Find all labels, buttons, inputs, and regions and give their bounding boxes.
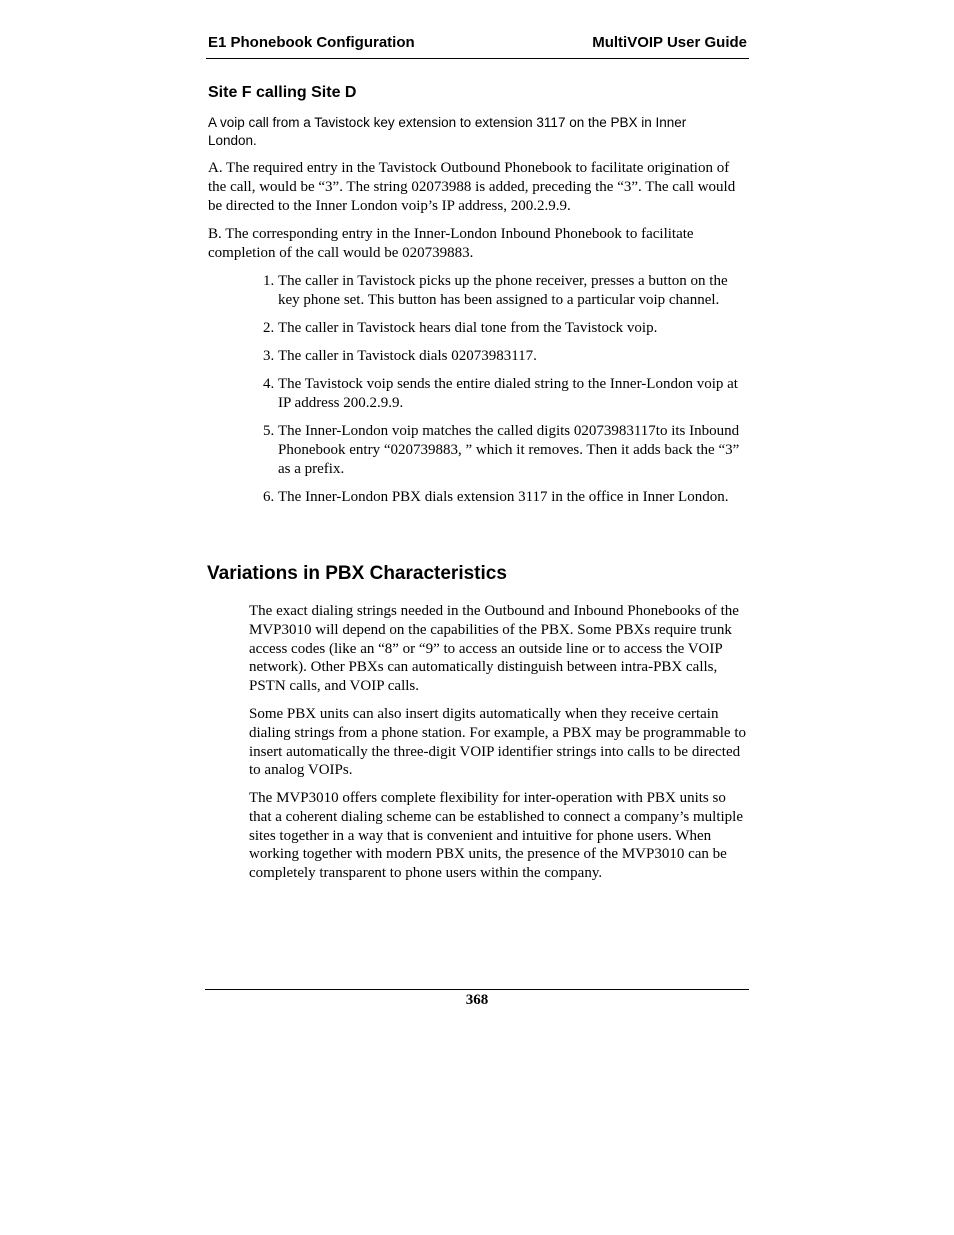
header-guide-title: MultiVOIP User Guide: [592, 34, 747, 51]
list-item: [263, 375, 749, 413]
site-f-paragraph-a: A. The required entry in the Tavistock Outbound Phonebook to facilitate origination of the call, would be “3”. The string 02073988 is added, preceding the “3”. The call would be directed to the Inner London voip’s IP address, 200.2.9.9.: [208, 160, 736, 214]
footer-divider: [205, 989, 749, 990]
list-item: [263, 347, 749, 366]
list-item-number: 6.: [263, 488, 275, 505]
list-item-number: 2.: [263, 319, 275, 336]
list-item-text: The Tavistock voip sends the entire dialed string to the Inner-London voip at IP address 200.2.9.9.: [278, 376, 738, 411]
list-item-number: 4.: [263, 376, 275, 393]
site-f-heading: Site F calling Site D: [208, 84, 357, 101]
call-steps-list: [263, 272, 749, 516]
list-item: [263, 272, 749, 310]
variations-paragraph-2: Some PBX units can also insert digits automatically when they receive certain dialing strings from a phone station. For example, a PBX may be programmable to insert automatically the three-digit VOIP identifier strings into calls to be directed to analog VOIPs.: [249, 706, 746, 779]
list-item: [263, 422, 749, 478]
site-f-paragraph-b: B. The corresponding entry in the Inner-London Inbound Phonebook to facilitate completion of the call would be 020739883.: [208, 226, 694, 261]
variations-paragraph-3: The MVP3010 offers complete flexibility for inter-operation with PBX units so that a coherent dialing scheme can be established to connect a company’s multiple sites together in a way that is convenient and intuitive for phone users. When working together with modern PBX units, the presence of the MVP3010 can be completely transparent to phone users within the company.: [249, 790, 743, 882]
list-item-number: 3.: [263, 347, 275, 364]
list-item-text: The Inner-London PBX dials extension 3117 in the office in Inner London.: [278, 488, 729, 505]
list-item: [263, 488, 749, 507]
list-item-number: 5.: [263, 422, 275, 439]
list-item-text: The caller in Tavistock hears dial tone from the Tavistock voip.: [278, 319, 658, 336]
site-f-intro: A voip call from a Tavistock key extension to extension 3117 on the PBX in Inner London.: [208, 115, 687, 148]
list-item-text: The Inner-London voip matches the called digits 02073983117to its Inbound Phonebook entry “020739883, ” which it removes. Then it adds back the “3” as a prefix.: [278, 422, 740, 477]
variations-heading: Variations in PBX Characteristics: [207, 563, 507, 584]
header-chapter-title: E1 Phonebook Configuration: [208, 34, 415, 51]
page-header: [206, 33, 749, 59]
list-item-text: The caller in Tavistock picks up the phone receiver, presses a button on the key phone set. This button has been assigned to a particular voip channel.: [278, 273, 728, 308]
list-item-text: The caller in Tavistock dials 02073983117.: [278, 347, 537, 364]
list-item-number: 1.: [263, 273, 275, 289]
list-item: [263, 319, 749, 338]
page-number: 368: [465, 992, 489, 1008]
variations-paragraph-1: The exact dialing strings needed in the Outbound and Inbound Phonebooks of the MVP3010 will depend on the capabilities of the PBX. Some PBXs require trunk access codes (like an “8” or “9” to access an outside line or to access the VOIP network). Other PBXs can automatically distinguish between intra-PBX calls, PSTN calls, and VOIP calls.: [249, 603, 739, 695]
